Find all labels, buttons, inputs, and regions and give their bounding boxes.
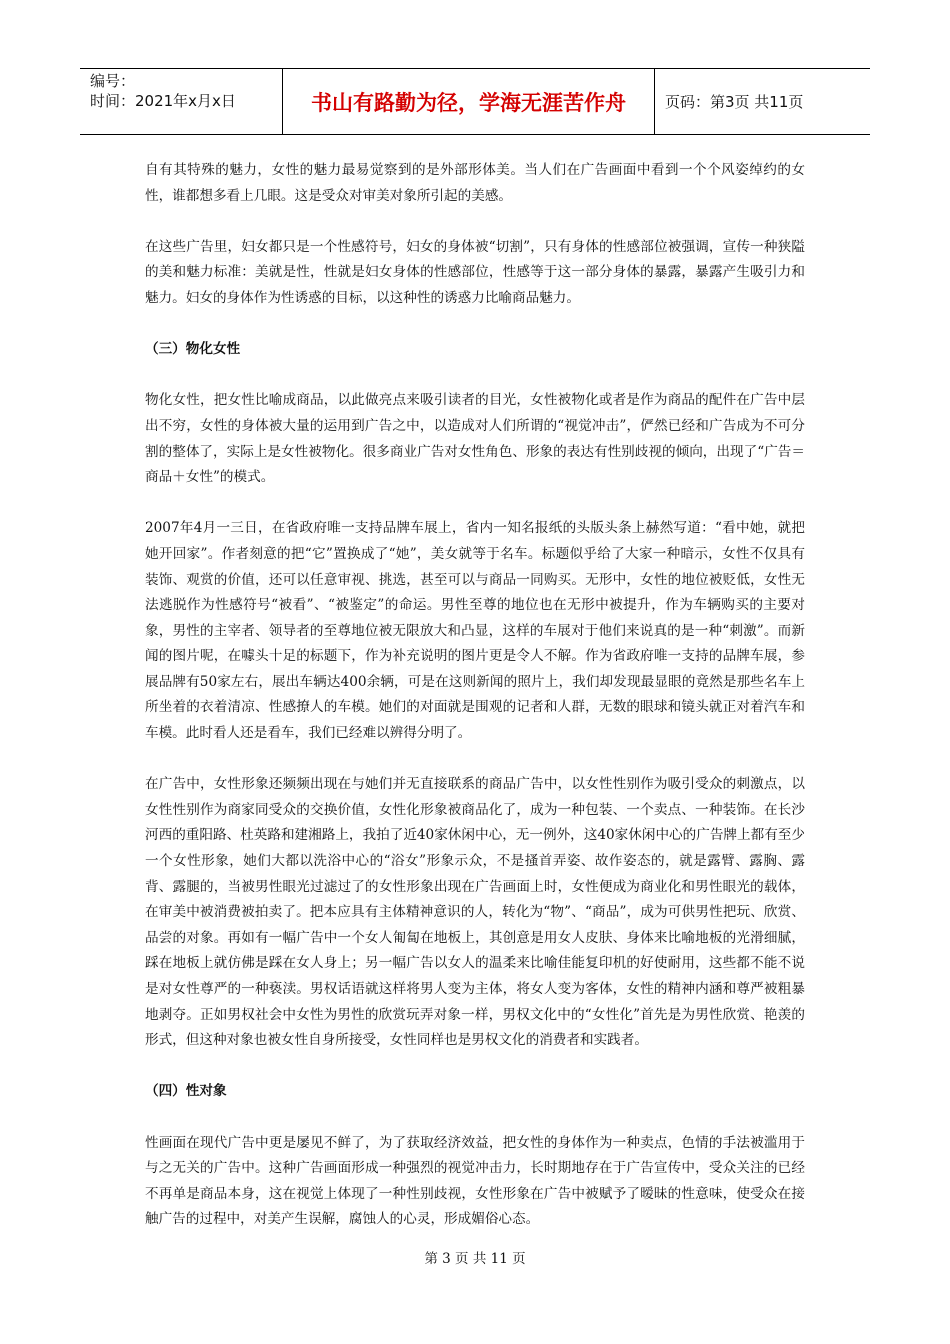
document-number-label: 编号：: [90, 72, 136, 90]
document-body: [145, 158, 805, 1233]
paragraph-6: 性画面在现代广告中更是屡见不鲜了，为了获取经济效益，把女性的身体作为一种卖点，色情的手法被滥用于与之无关的广告中。这种广告画面形成一种强烈的视觉冲击力，长时期地存在于广告宣传中，受众关注的已经不再单是商品本身，这在视觉上体现了一种性别歧视，女性形象在广告中被赋予了暧昧的性意味，使受众在接触广告的过程中，对美产生误解，腐蚀人的心灵，形成媚俗心态。: [145, 1134, 805, 1228]
header-motto: 书山有路勤为径，学海无涯苦作舟: [283, 69, 655, 134]
document-date-label: 时间：2021年x月x日: [90, 92, 236, 110]
paragraph-4: 2007年4月一三日，在省政府唯一支持品牌车展上，省内一知名报纸的头版头条上赫然写道：“看中她，就把她开回家”。作者刻意的把“它”置换成了“她”，美女就等于名车。标题似乎给了大家一种暗示，女性不仅具有装饰、观赏的价值，还可以任意审视、挑选，甚至可以与商品一同购买。无形中，女性的地位被贬低，女性无法逃脱作为性感符号“被看”、“被鉴定”的命运。男性至尊的地位也在无形中被提升，作为车辆购买的主要对象，男性的主宰者、领导者的至尊地位被无限放大和凸显，这样的车展对于他们来说真的是一种“刺激”。而新闻的图片呢，在噱头十足的标题下，作为补充说明的图片更是令人不解。作为省政府唯一支持的品牌车展，参展品牌有50家左右，展出车辆达400余辆，可是在这则新闻的照片上，我们却发现最显眼的竟然是那些名车上所坐着的衣着清凉、性感撩人的车模。她们的对面就是围观的记者和人群，无数的眼球和镜头就正对着汽车和车模。此时看人还是看车，我们已经难以辨得分明了。: [145, 520, 805, 742]
header-meta: [80, 69, 283, 134]
header-page-number: 页码：第3页 共11页: [665, 93, 804, 111]
paragraph-1: 自有其特殊的魅力，女性的魅力最易觉察到的是外部形体美。当人们在广告画面中看到一个个风姿绰约的女性，谁都想多看上几眼。这是受众对审美对象所引起的美感。: [145, 162, 805, 204]
page-header: [80, 68, 870, 135]
section-heading-3: （三）物化女性: [145, 341, 241, 358]
page-footer: 第 3 页 共 11 页: [424, 1251, 526, 1267]
section-heading-4: （四）性对象: [145, 1083, 227, 1100]
paragraph-3: 物化女性，把女性比喻成商品，以此做亮点来吸引读者的目光，女性被物化或者是作为商品的配件在广告中层出不穷，女性的身体被大量的运用到广告之中，以造成对人们所谓的“视觉冲击”，俨然已经和广告成为不可分割的整体了，实际上是女性被物化。很多商业广告对女性角色、形象的表达有性别歧视的倾向，出现了“广告＝商品＋女性”的模式。: [145, 392, 805, 486]
paragraph-2: 在这些广告里，妇女都只是一个性感符号，妇女的身体被“切割”，只有身体的性感部位被强调，宣传一种狭隘的美和魅力标准：美就是性，性就是妇女身体的性感部位，性感等于这一部分身体的暴露，暴露产生吸引力和魅力。妇女的身体作为性诱惑的目标，以这种性的诱惑力比喻商品魅力。: [145, 238, 805, 306]
paragraph-5: 在广告中，女性形象还频频出现在与她们并无直接联系的商品广告中，以女性性别作为吸引受众的刺激点，以女性性别作为商家同受众的交换价值，女性化形象被商品化了，成为一种包装、一个卖点、一种装饰。在长沙河西的重阳路、杜英路和建湘路上，我拍了近40家休闲中心，无一例外，这40家休闲中心的广告牌上都有至少一个女性形象，她们大都以洗浴中心的“浴女”形象示众，不是搔首弄姿、故作姿态的，就是露臂、露胸、露背、露腿的，当被男性眼光过滤过了的女性形象出现在广告画面上时，女性便成为商业化和男性眼光的载体，在审美中被消费被拍卖了。把本应具有主体精神意识的人，转化为“物”、“商品”，成为可供男性把玩、欣赏、品尝的对象。再如有一幅广告中一个女人匍匐在地板上，其创意是用女人皮肤、身体来比喻地板的光滑细腻，踩在地板上就仿佛是踩在女人身上；另一幅广告以女人的温柔来比喻佳能复印机的好使耐用，这些都不能不说是对女性尊严的一种亵渎。男权话语就这样将男人变为主体，将女人变为客体，女性的精神内涵和尊严被粗暴地剥夺。正如男权社会中女性为男性的欣赏玩弄对象一样，男权文化中的“女性化”首先是为男性欣赏、艳羡的形式，但这种对象也被女性自身所接受，女性同样也是男权文化的消费者和实践者。: [145, 776, 805, 1049]
